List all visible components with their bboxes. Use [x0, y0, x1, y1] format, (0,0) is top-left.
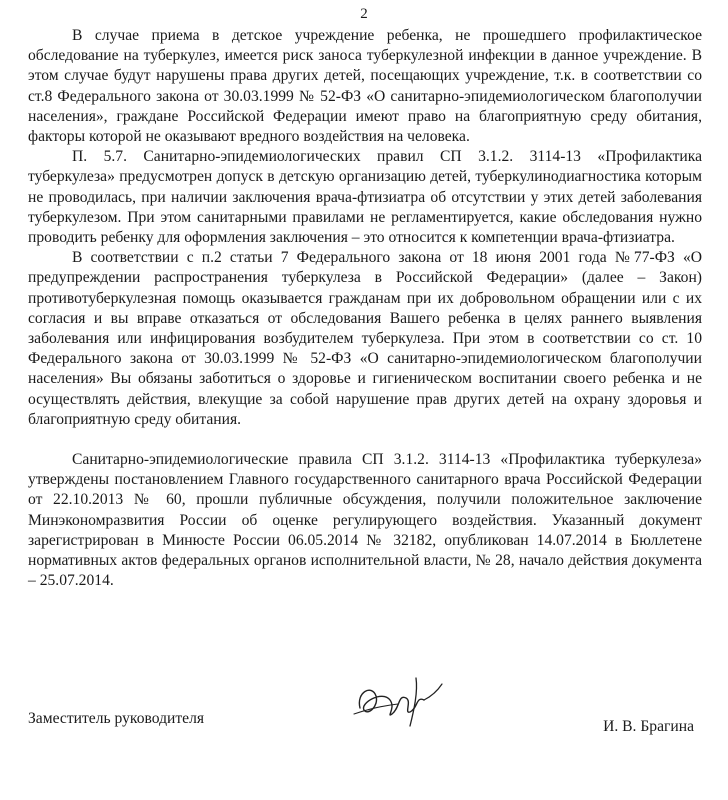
- signatory-title: Заместитель руководителя: [28, 710, 205, 727]
- paragraph-sp-5-7: П. 5.7. Санитарно-эпидемиологических правил СП 3.1.2. 3114-13 «Профилактика туберкулеза» предусмотрен допуск в детскую организацию детей, туберкулинодиагностика которым не проводилась, при наличии заключения врача-фтизиатра об отсутствии у этих детей заболевания туберкулезом. При этом санитарными правилами не регламентируется, какие обследования нужно проводить ребенку для оформления заключения – это относится к компетенции врача-фтизиатра.: [28, 148, 702, 247]
- handwritten-signature: [346, 670, 456, 732]
- page-number: 2: [360, 6, 368, 22]
- document-body: [28, 26, 702, 591]
- signatory-name: И. В. Брагина: [603, 718, 694, 735]
- paragraph-law-77fz: В соответствии с п.2 статьи 7 Федерального закона от 18 июня 2001 года №77-ФЗ «О предупреждении распространения туберкулеза в Российской Федерации» (далее – Закон) противотуберкулезная помощь оказывается гражданам при их добровольном обращении или с их согласия и вы вправе отказаться от обследования Вашего ребенка в целях раннего выявления заболевания или инфицирования возбудителем туберкулеза. При этом в соответствии со ст. 10 Федерального закона от 30.03.1999 № 52-ФЗ «О санитарно-эпидемиологическом благополучии населения» Вы обязаны заботиться о здоровье и гигиеническом воспитании своего ребенка и не осуществлять действия, влекущие за собой нарушение прав других детей на охрану здоровья и благоприятную среду обитания.: [28, 249, 702, 428]
- signature-block: [28, 670, 702, 750]
- paragraph-sp-approval: Санитарно-эпидемиологические правила СП 3.1.2. 3114-13 «Профилактика туберкулеза» утверждены постановлением Главного государственного санитарного врача Российской Федерации от 22.10.2013 № 60, прошли публичные обсуждения, получили положительное заключение Минэкономразвития России об оценке регулирующего воздействия. Указанный документ зарегистрирован в Минюсте России 06.05.2014 № 32182, опубликован 14.07.2014 в Бюллетене нормативных актов федеральных органов исполнительной власти, № 28, начало действия документа – 25.07.2014.: [28, 451, 702, 590]
- paragraph-risk: В случае приема в детское учреждение ребенка, не прошедшего профилактическое обследование на туберкулез, имеется риск заноса туберкулезной инфекции в данное учреждение. В этом случае будут нарушены права других детей, посещающих учреждение, т.к. в соответствии со ст.8 Федерального закона от 30.03.1999 № 52-ФЗ «О санитарно-эпидемиологическом благополучии населения», граждане Российской Федерации имеют право на благоприятную среду обитания, факторы которой не оказывают вредного воздействия на человека.: [28, 27, 702, 146]
